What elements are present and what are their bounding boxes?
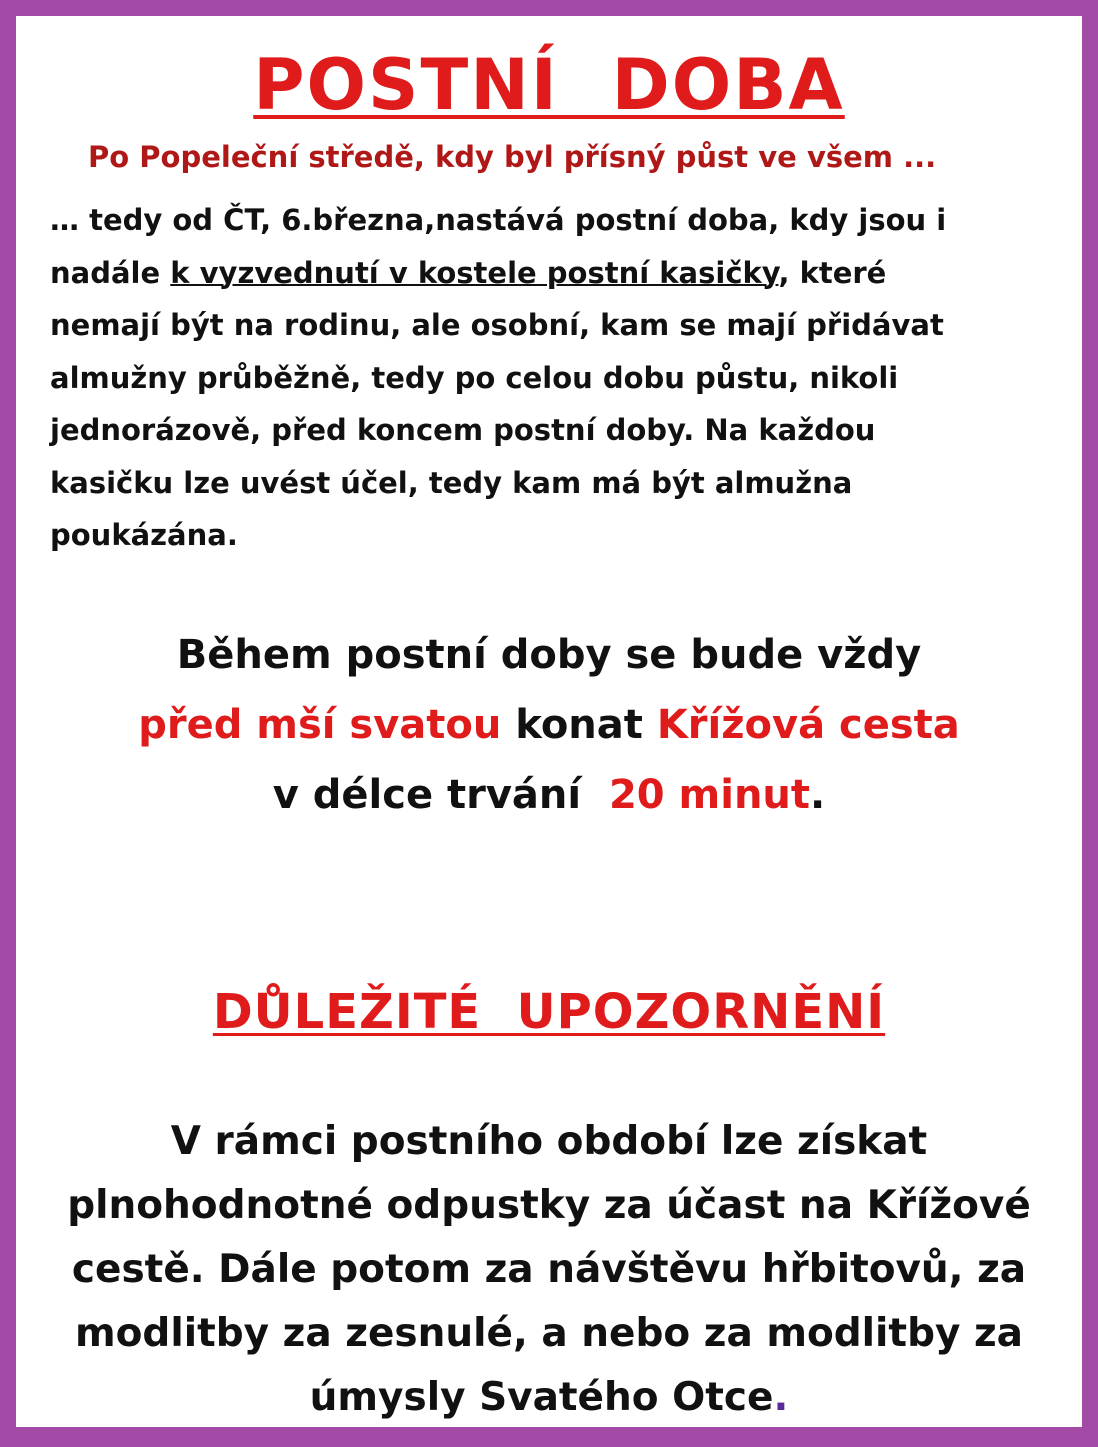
paragraph-line [50, 247, 1070, 300]
stations-of-cross-announcement [16, 620, 1082, 830]
announcement-line [16, 690, 1082, 760]
notice-line: modlitby za zesnulé, a nebo za modlitby za [75, 1311, 1023, 1356]
announcement-line: Během postní doby se bude vždy [176, 632, 922, 678]
highlight-text: před mší svatou [138, 702, 502, 748]
announcement-text: konat [501, 702, 657, 748]
paragraph-line: nemají být na rodinu, ale osobní, kam se mají přidávat [50, 308, 944, 342]
paragraph-line: jednorázově, před koncem postní doby. Na každou [50, 413, 876, 447]
duration-text: 20 minut [608, 772, 811, 818]
announcement-line [16, 760, 1082, 830]
notice-line [16, 1366, 1082, 1430]
highlight-text: Křížová cesta [656, 702, 960, 748]
notice-sheet [16, 16, 1082, 1427]
announcement-text: v délce trvání [272, 772, 609, 818]
underlined-phrase: k vyzvednutí v kostele postní kasičky [170, 255, 779, 290]
paragraph-text: , které [778, 255, 887, 290]
lent-box-paragraph [50, 194, 1070, 562]
announcement-text: . [810, 772, 826, 818]
paragraph-text: nadále [50, 255, 171, 290]
paragraph-line: kasičku lze uvést účel, tedy kam má být almužna [50, 465, 853, 500]
important-notice-text [16, 1110, 1082, 1430]
important-notice-heading: DŮLEŽITÉ UPOZORNĚNÍ [212, 984, 886, 1040]
notice-line: V rámci postního období lze získat [170, 1119, 928, 1164]
notice-text: úmysly Svatého Otce [309, 1375, 774, 1420]
notice-line: cestě. Dále potom za návštěvu hřbitovů, za [71, 1247, 1027, 1292]
paragraph-line: almužny průběžně, tedy po celou dobu půstu, nikoli [50, 360, 899, 395]
page-title: POSTNÍ DOBA [253, 44, 845, 126]
paragraph-line: poukázána. [50, 518, 238, 552]
notice-end-dot: . [773, 1375, 789, 1420]
intro-line: Po Popeleční středě, kdy byl přísný půst ve všem ... [88, 140, 937, 174]
paragraph-line: … tedy od ČT, 6.března,nastává postní doba, kdy jsou i [50, 203, 947, 237]
notice-line: plnohodnotné odpustky za účast na Křížové [67, 1183, 1031, 1228]
